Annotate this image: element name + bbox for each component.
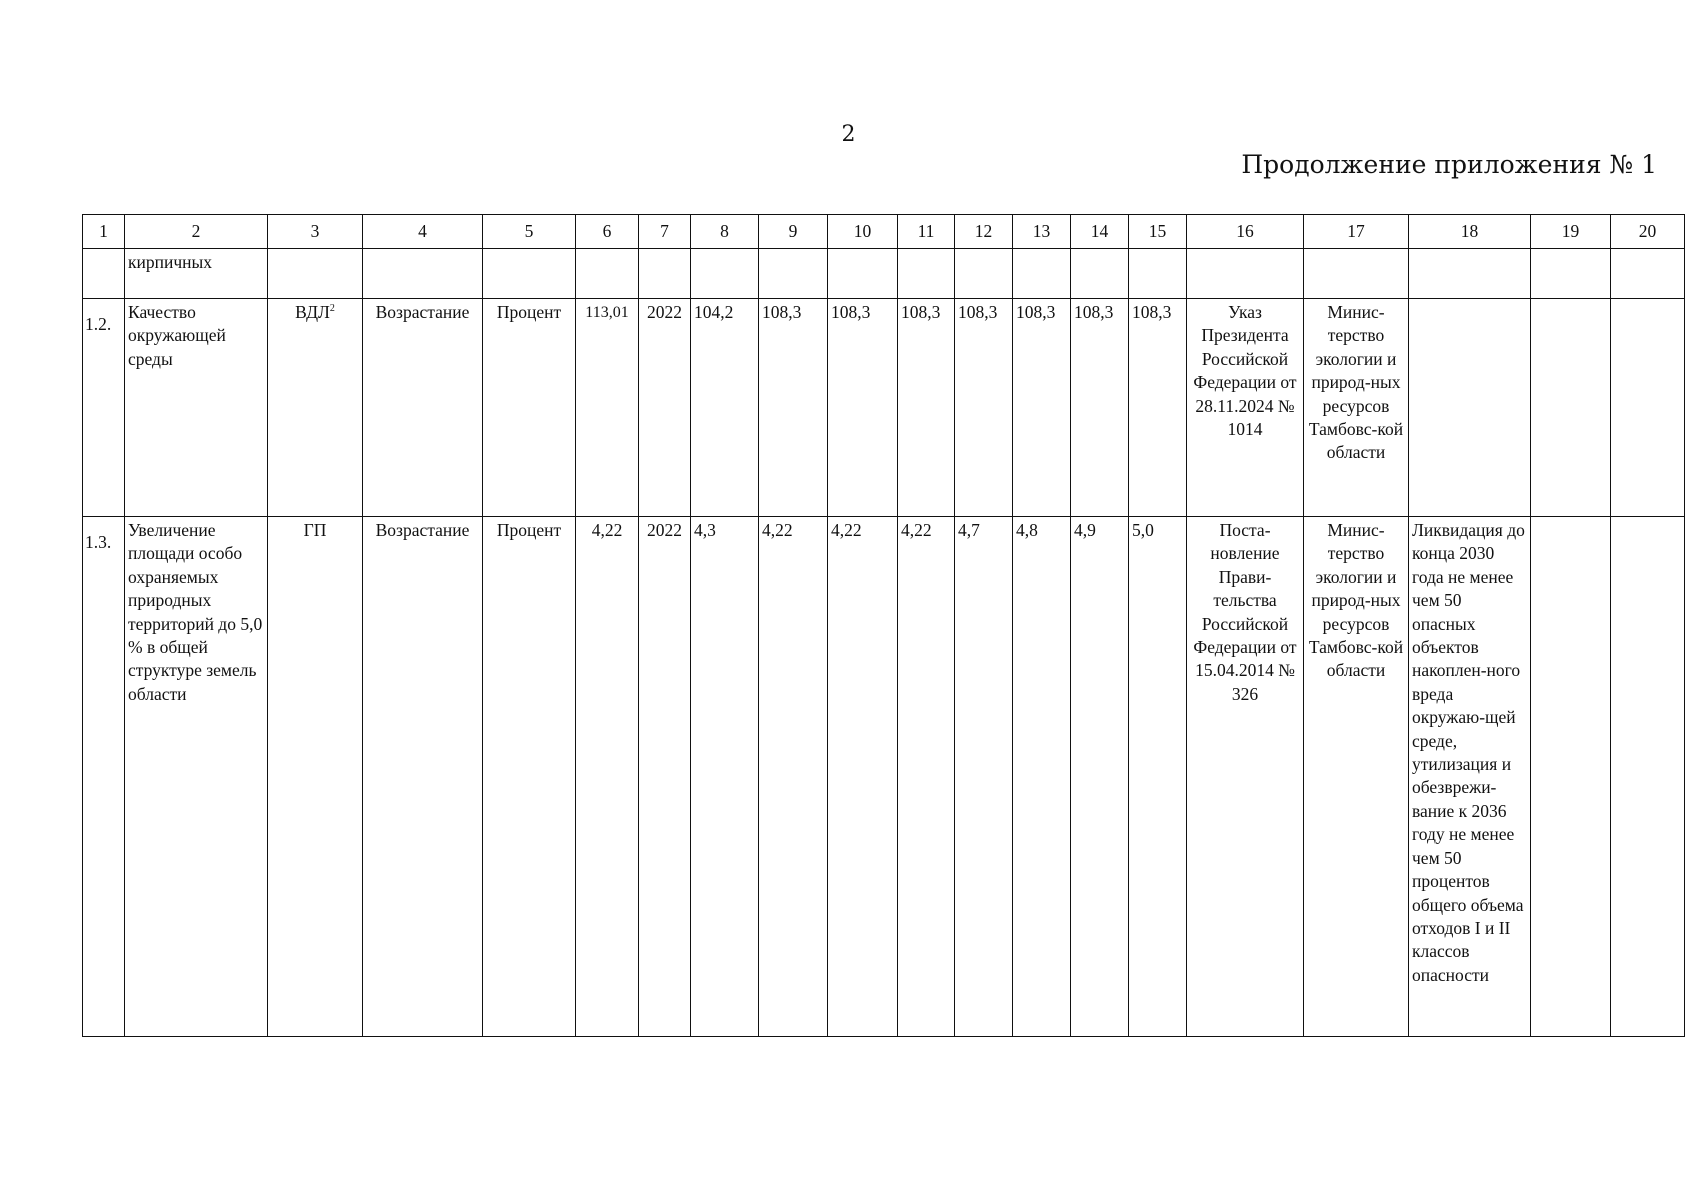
value-cell: 4,3: [691, 517, 759, 1037]
header-cell: 13: [1013, 215, 1071, 249]
appendix-title: Продолжение приложения № 1: [1241, 150, 1657, 179]
trend: Возрастание: [363, 517, 483, 1037]
unit: Процент: [483, 299, 576, 517]
table-cell: [1187, 249, 1304, 299]
header-cell: 5: [483, 215, 576, 249]
indicator-name: Увеличение площади особо охраняемых природных территорий до 5,0 % в общей структуре земель области: [125, 517, 268, 1037]
header-cell: 8: [691, 215, 759, 249]
header-cell: 20: [1611, 215, 1685, 249]
base-value: 113,01: [576, 299, 639, 517]
indicator-level: ГП: [268, 517, 363, 1037]
table-cell: [828, 249, 898, 299]
value-cell: 108,3: [828, 299, 898, 517]
value-cell: 4,8: [1013, 517, 1071, 1037]
header-cell: 10: [828, 215, 898, 249]
table-cell: [576, 249, 639, 299]
header-cell: 7: [639, 215, 691, 249]
related-goal: Ликвидация до конца 2030 года не менее чем 50 опасных объектов накоплен-ного вреда окружаю-щей среде, утилизация и обезврежи-вание к 2036 году не менее чем 50 процентов общего объема отходов I и II классов опасности: [1409, 517, 1531, 1037]
table-cell: кирпичных: [125, 249, 268, 299]
row-number: 1.3.: [83, 517, 125, 1037]
base-year: 2022: [639, 299, 691, 517]
base-value: 4,22: [576, 517, 639, 1037]
table-cell: [1531, 517, 1611, 1037]
table-row: [83, 249, 1685, 299]
indicators-table: [82, 214, 1685, 1037]
header-cell: 19: [1531, 215, 1611, 249]
related-goal: [1409, 299, 1531, 517]
document-basis: Поста-новление Прави-тельства Российской Федерации от 15.04.2014 № 326: [1187, 517, 1304, 1037]
table-cell: [83, 249, 125, 299]
table-cell: [955, 249, 1013, 299]
value-cell: 4,22: [828, 517, 898, 1037]
value-cell: 108,3: [759, 299, 828, 517]
table-cell: [363, 249, 483, 299]
table-cell: [268, 249, 363, 299]
value-cell: 108,3: [1071, 299, 1129, 517]
row-number: 1.2.: [83, 299, 125, 517]
responsible-body: Минис-терство экологии и природ-ных ресурсов Тамбовс-кой области: [1304, 517, 1409, 1037]
value-cell: 4,7: [955, 517, 1013, 1037]
trend: Возрастание: [363, 299, 483, 517]
header-cell: 16: [1187, 215, 1304, 249]
value-cell: 108,3: [1129, 299, 1187, 517]
base-year: 2022: [639, 517, 691, 1037]
table-cell: [1013, 249, 1071, 299]
header-cell: 9: [759, 215, 828, 249]
value-cell: 108,3: [898, 299, 955, 517]
value-cell: 5,0: [1129, 517, 1187, 1037]
value-cell: 4,22: [898, 517, 955, 1037]
table-cell: [1304, 249, 1409, 299]
header-cell: 4: [363, 215, 483, 249]
table-row: [83, 517, 1685, 1037]
table-cell: [1611, 249, 1685, 299]
table-cell: [483, 249, 576, 299]
indicator-level: [268, 299, 363, 517]
table-cell: [1531, 249, 1611, 299]
indicator-level-text: ВДЛ: [295, 302, 330, 322]
table-cell: [639, 249, 691, 299]
value-cell: 108,3: [955, 299, 1013, 517]
table-cell: [1531, 299, 1611, 517]
table-cell: [1611, 517, 1685, 1037]
unit: Процент: [483, 517, 576, 1037]
table-cell: [1071, 249, 1129, 299]
value-cell: 104,2: [691, 299, 759, 517]
header-cell: 2: [125, 215, 268, 249]
header-cell: 17: [1304, 215, 1409, 249]
header-cell: 18: [1409, 215, 1531, 249]
value-cell: 4,9: [1071, 517, 1129, 1037]
header-cell: 6: [576, 215, 639, 249]
table-cell: [759, 249, 828, 299]
value-cell: 4,22: [759, 517, 828, 1037]
table-cell: [691, 249, 759, 299]
indicator-name: Качество окружающей среды: [125, 299, 268, 517]
header-row: [83, 215, 1685, 249]
footnote-mark: 2: [329, 303, 335, 315]
responsible-body: Минис-терство экологии и природ-ных ресурсов Тамбовс-кой области: [1304, 299, 1409, 517]
header-cell: 3: [268, 215, 363, 249]
header-cell: 15: [1129, 215, 1187, 249]
header-cell: 14: [1071, 215, 1129, 249]
header-cell: 1: [83, 215, 125, 249]
document-basis: Указ Президента Российской Федерации от 28.11.2024 № 1014: [1187, 299, 1304, 517]
page-number: 2: [841, 122, 856, 147]
table-row: [83, 299, 1685, 517]
table-cell: [1409, 249, 1531, 299]
table-cell: [1129, 249, 1187, 299]
header-cell: 11: [898, 215, 955, 249]
table-cell: [898, 249, 955, 299]
table-cell: [1611, 299, 1685, 517]
value-cell: 108,3: [1013, 299, 1071, 517]
header-cell: 12: [955, 215, 1013, 249]
